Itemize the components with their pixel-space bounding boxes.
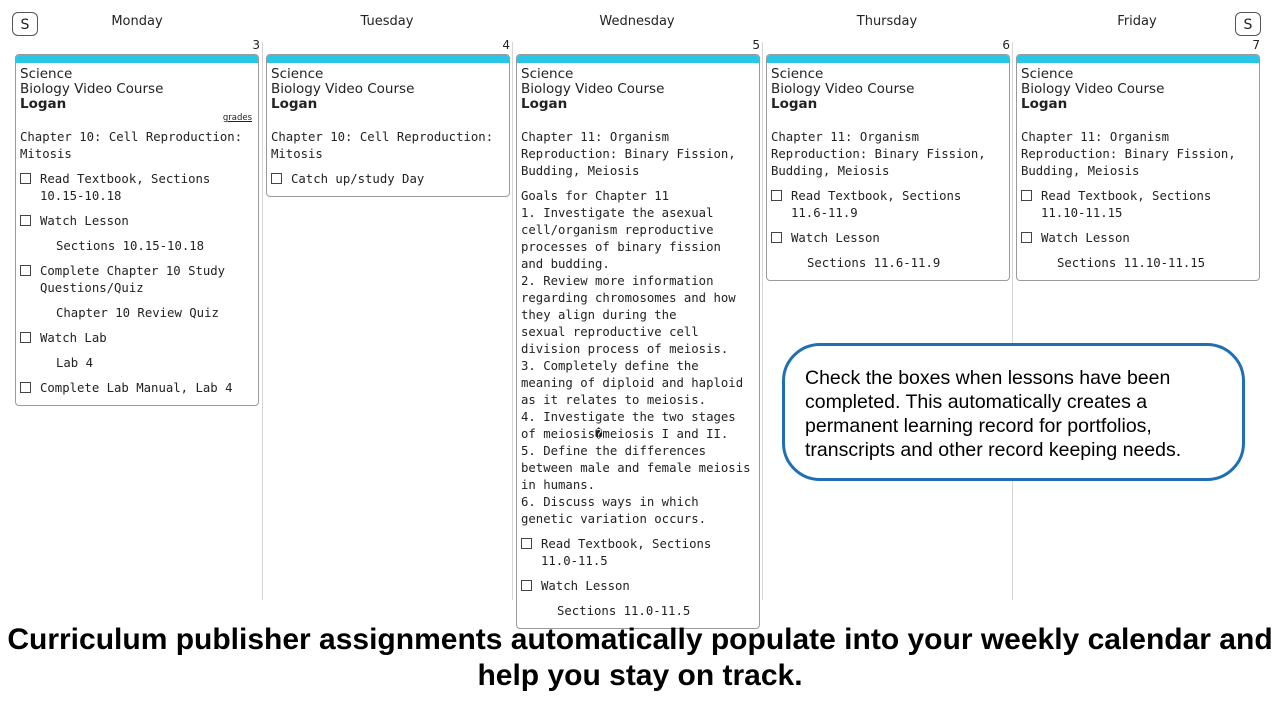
card-header-bar [767,55,1009,63]
student-name: Logan [521,96,568,112]
task-label: Catch up/study Day [291,172,425,186]
task-detail: Sections 11.0-11.5 [557,604,691,618]
task-label: Watch Lesson [1041,231,1130,245]
subject-label: Science [271,66,324,82]
task-checkbox[interactable] [20,382,31,393]
assignment-card [516,54,760,629]
task-checkbox[interactable] [20,265,31,276]
task-label: Complete Chapter 10 Study Questions/Quiz [40,264,226,295]
goal-line: 6. Discuss ways in which genetic variation occurs. [521,495,707,526]
subject-label: Science [1021,66,1074,82]
day-header-thursday: Thursday [856,14,918,29]
column-divider [512,42,513,600]
marketing-headline: Curriculum publisher assignments automatically populate into your weekly calendar and help you stay on track. [7,623,1273,692]
card-header-bar [16,55,258,63]
card-body [1017,63,1259,280]
task-item[interactable] [271,171,505,188]
task-checkbox[interactable] [20,173,31,184]
task-checkbox[interactable] [1021,190,1032,201]
assignment-card [266,54,510,197]
day-number: 7 [1252,38,1260,52]
subject-label: Science [20,66,73,82]
task-label: Watch Lesson [791,231,880,245]
task-label: Watch Lesson [541,579,630,593]
task-item[interactable] [20,380,254,397]
day-header-tuesday: Tuesday [360,14,414,29]
task-checkbox[interactable] [271,173,282,184]
card-header-bar [267,55,509,63]
assignment-card [15,54,259,406]
task-label: Read Textbook, Sections 11.0-11.5 [541,537,712,568]
task-label: Read Textbook, Sections 11.6-11.9 [791,189,962,220]
day-number: 5 [752,38,760,52]
day-number: 3 [252,38,260,52]
task-item[interactable] [20,171,254,205]
info-callout: Check the boxes when lessons have been completed. This automatically creates a permanent learning record for portfolios, transcripts and other record keeping needs. [782,343,1245,481]
task-detail: Lab 4 [56,356,94,370]
task-label: Read Textbook, Sections 10.15-10.18 [40,172,211,203]
task-label: Complete Lab Manual, Lab 4 [40,381,233,395]
task-checkbox[interactable] [521,538,532,549]
chapter-title: Chapter 10: Cell Reproduction: Mitosis [20,130,243,161]
card-body [267,63,509,196]
card-header-bar [1017,55,1259,63]
course-title: Biology Video Course [771,81,915,97]
day-number: 4 [502,38,510,52]
course-title: Biology Video Course [20,81,164,97]
card-body [16,63,258,405]
task-item[interactable] [20,213,254,230]
task-checkbox[interactable] [521,580,532,591]
day-number: 6 [1002,38,1010,52]
course-title: Biology Video Course [271,81,415,97]
subject-label: Science [771,66,824,82]
chapter-title: Chapter 10: Cell Reproduction: Mitosis [271,130,494,161]
chapter-title: Chapter 11: Organism Reproduction: Binary Fission, Budding, Meiosis [771,130,986,178]
goal-line: Goals for Chapter 11 [521,189,670,203]
card-body [767,63,1009,280]
task-detail: Sections 10.15-10.18 [56,239,205,253]
previous-week-button[interactable]: S [12,12,38,36]
student-name: Logan [771,96,818,112]
goal-line: 2. Review more information regarding chromosomes and how they align during the [521,274,736,322]
task-item[interactable] [1021,230,1255,247]
student-name: Logan [271,96,318,112]
grades-link[interactable]: grades [222,113,252,123]
goal-line: and budding. [521,257,610,271]
task-detail: Sections 11.6-11.9 [807,256,941,270]
day-header-friday: Friday [1117,14,1157,29]
task-item[interactable] [771,188,1005,222]
chapter-title: Chapter 11: Organism Reproduction: Binary Fission, Budding, Meiosis [521,130,736,178]
task-label: Watch Lab [40,331,107,345]
task-item[interactable] [521,536,755,570]
column-divider [262,42,263,600]
course-title: Biology Video Course [521,81,665,97]
chapter-title: Chapter 11: Organism Reproduction: Binary Fission, Budding, Meiosis [1021,130,1236,178]
task-item[interactable] [1021,188,1255,222]
task-checkbox[interactable] [20,332,31,343]
task-item[interactable] [20,263,254,297]
subject-label: Science [521,66,574,82]
goal-line: 5. Define the differences between male and female meiosis in humans. [521,444,751,492]
task-item[interactable] [521,578,755,595]
task-checkbox[interactable] [20,215,31,226]
goal-line: 1. Investigate the asexual cell/organism reproductive processes of binary fission [521,206,721,254]
goals-block [521,188,755,528]
task-label: Read Textbook, Sections 11.10-11.15 [1041,189,1212,220]
assignment-card [1016,54,1260,281]
task-detail: Sections 11.10-11.15 [1057,256,1206,270]
task-detail: Chapter 10 Review Quiz [56,306,219,320]
course-title: Biology Video Course [1021,81,1165,97]
day-header-monday: Monday [111,14,163,29]
column-divider [1012,42,1013,600]
task-item[interactable] [771,230,1005,247]
student-name: Logan [1021,96,1068,112]
day-header-wednesday: Wednesday [599,14,675,29]
column-divider [762,42,763,600]
task-checkbox[interactable] [771,232,782,243]
card-header-bar [517,55,759,63]
goal-line: 4. Investigate the two stages of meiosis�meiosis I and II. [521,410,736,441]
student-name: Logan [20,96,67,112]
task-item[interactable] [20,330,254,347]
goal-line: 3. Completely define the meaning of diploid and haploid as it relates to meiosis. [521,359,744,407]
task-checkbox[interactable] [771,190,782,201]
task-label: Watch Lesson [40,214,129,228]
card-body [517,63,759,628]
goal-line: sexual reproductive cell division process of meiosis. [521,325,729,356]
next-week-button[interactable]: S [1235,12,1261,36]
task-checkbox[interactable] [1021,232,1032,243]
assignment-card [766,54,1010,281]
